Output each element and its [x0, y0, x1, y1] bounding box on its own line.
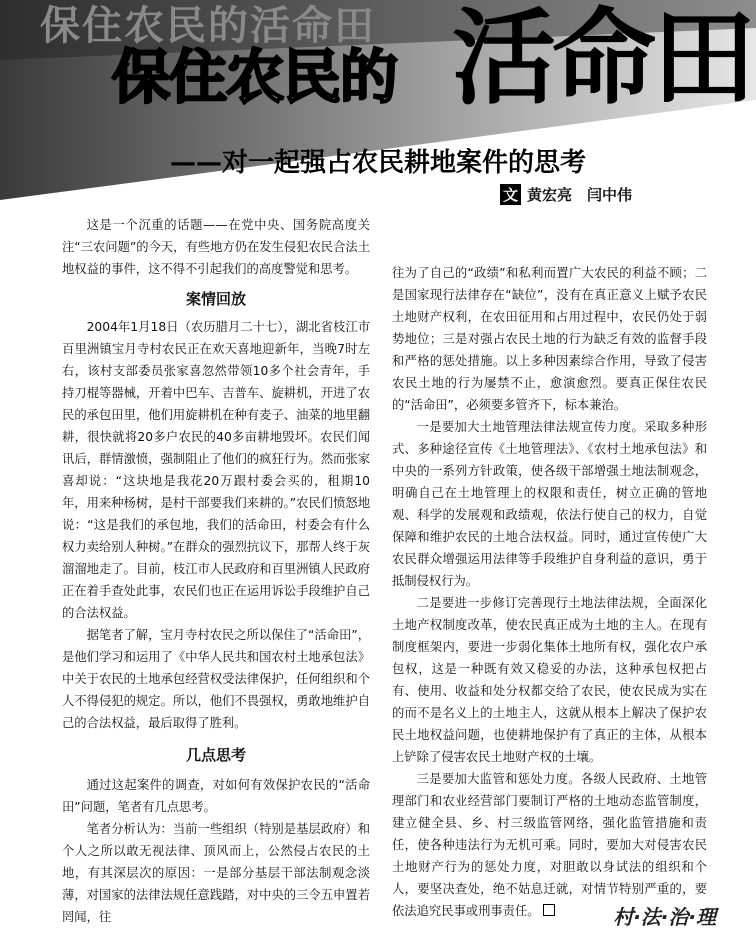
- thought-paragraph-2: 笔者分析认为：当前一些组织（特别是基层政府）和个人之所以敢无视法律、顶风而上，公然侵占农民的土地，有其深层次的原因：一是部分基层干部法制观念淡薄，对国家的法律法规任意践踏，对中央的三令五申置若罔闻，往: [62, 822, 370, 924]
- measure-paragraph-3: [392, 768, 707, 922]
- title-part2: 活命田: [452, 0, 753, 119]
- intro-paragraph: 这是一个沉重的话题——在党中央、国务院高度关注“三农问题”的今天，有些地方仍在发生侵犯农民合法土地权益的事件，这不得不引起我们的高度警觉和思考。: [62, 218, 370, 276]
- measure-paragraph-2: 二是要进一步修订完善现行土地法律法规，全面深化土地产权制度改革，使农民真正成为土地的主人。在现有制度框架内，要进一步弱化集体土地所有权，强化农户承包权，这是一种既有效又稳妥的办法，这种承包权把占有、使用、收益和处分权都交给了农民，使农民成为实在的而不是名义上的土地主人，这就从根本上解决了保护农民土地权益问题，也使耕地保护有了真正的主体，从根本上铲除了侵害农民土地财产权的土壤。: [392, 596, 707, 764]
- byline-authors: 黄宏亮 闫中伟: [527, 186, 633, 204]
- header-ghost-title: 保住农民的活命田: [40, 3, 376, 49]
- case-paragraph-1: 2004年1月18日（农历腊月二十七），湖北省枝江市百里洲镇宝月寺村农民正在欢天喜地迎新年，当晚7时左右，该村支部委员张家喜忽然带领10多个社会青年，手持刀棍等器械，开着中巴车、吉普车、旋耕机，开进了农民的承包田里，他们用旋耕机在种有麦子、油菜的地里翻耕，很快就将20多户农民的40多亩耕地毁坏。农民们闻讯后，群情激愤，强制阻止了他们的疯狂行为。然而张家喜却说：“这块地是我花20万跟村委会买的，租期10年，用来种杨树，是村干部要我们来耕的。”农民们愤怒地说：“这是我们的承包地，我们的活命田，村委会有什么权力卖给别人种树。”在群众的强烈抗议下，那帮人终于灰溜溜地走了。目前，枝江市人民政府和百里洲镇人民政府正在着手查处此事，农民们也正在运用诉讼手段维护自己的合法权益。: [62, 320, 370, 620]
- section-heading-thoughts: 几点思考: [185, 746, 246, 764]
- byline: [500, 184, 632, 205]
- left-column: [62, 214, 370, 928]
- continued-paragraph: 往为了自己的“政绩”和私利而置广大农民的利益不顾；二是国家现行法律存在“缺位”，没有在真正意义上赋予农民土地财产权利，在农田征用和占用过程中，农民仍处于弱势地位；三是对强占农民土地的行为缺乏有效的监督手段和严格的惩处措施。以上多种因素综合作用，导致了侵害农民土地的行为屡禁不止，愈演愈烈。要真正保住农民的“活命田”，必须要多管齐下，标本兼治。: [392, 266, 707, 412]
- case-paragraph-2: 据笔者了解，宝月寺村农民之所以保住了“活命田”，是他们学习和运用了《中华人民共和国农村土地承包法》中关于农民的土地承包经营权受法律保护，任何组织和个人不得侵犯的规定。所以，他们不畏强权，勇敢地维护自己的合法权益，最后取得了胜利。: [62, 628, 370, 730]
- byline-tag: 文: [500, 184, 521, 205]
- section-heading-case: 案情回放: [185, 290, 246, 308]
- measure-paragraph-3-text: 三是要加大监管和惩处力度。各级人民政府、土地管理部门和农业经营部门要制订严格的土地动态监管制度，建立健全县、乡、村三级监管网络，强化监管措施和责任，使各种违法行为无机可乘。同时，要加大对侵害农民土地财产行为的惩处力度，对胆敢以身试法的组织和个人，要坚决查处，绝不姑息迁就，对情节特别严重的，要依法追究民事或刑事责任。: [392, 772, 707, 918]
- end-mark-icon: [543, 904, 555, 916]
- subtitle: ——对一起强占农民耕地案件的思考: [170, 148, 587, 178]
- right-column: [392, 262, 707, 922]
- thought-paragraph-1: 通过这起案件的调查，对如何有效保护农民的“活命田”问题，笔者有几点思考。: [62, 778, 370, 814]
- measure-paragraph-1: 一是要加大土地管理法律法规宣传力度。采取多种形式、多种途径宣传《土地管理法》、《农村土地承包法》和中央的一系列方针政策，使各级干部增强土地法制观念，明确自己在土地管理上的权限和责任，树立正确的管地观、科学的发展观和政绩观，依法行使自己的权力，自觉保障和维护农民的土地合法权益。同时，通过宣传使广大农民群众增强运用法律等手段维护自身利益的意识，勇于抵制侵权行为。: [392, 420, 707, 588]
- title-part1: 保住农民的: [112, 43, 398, 111]
- footer-scribble: 村·法·治·理: [613, 905, 716, 929]
- header-banner: [0, 0, 756, 204]
